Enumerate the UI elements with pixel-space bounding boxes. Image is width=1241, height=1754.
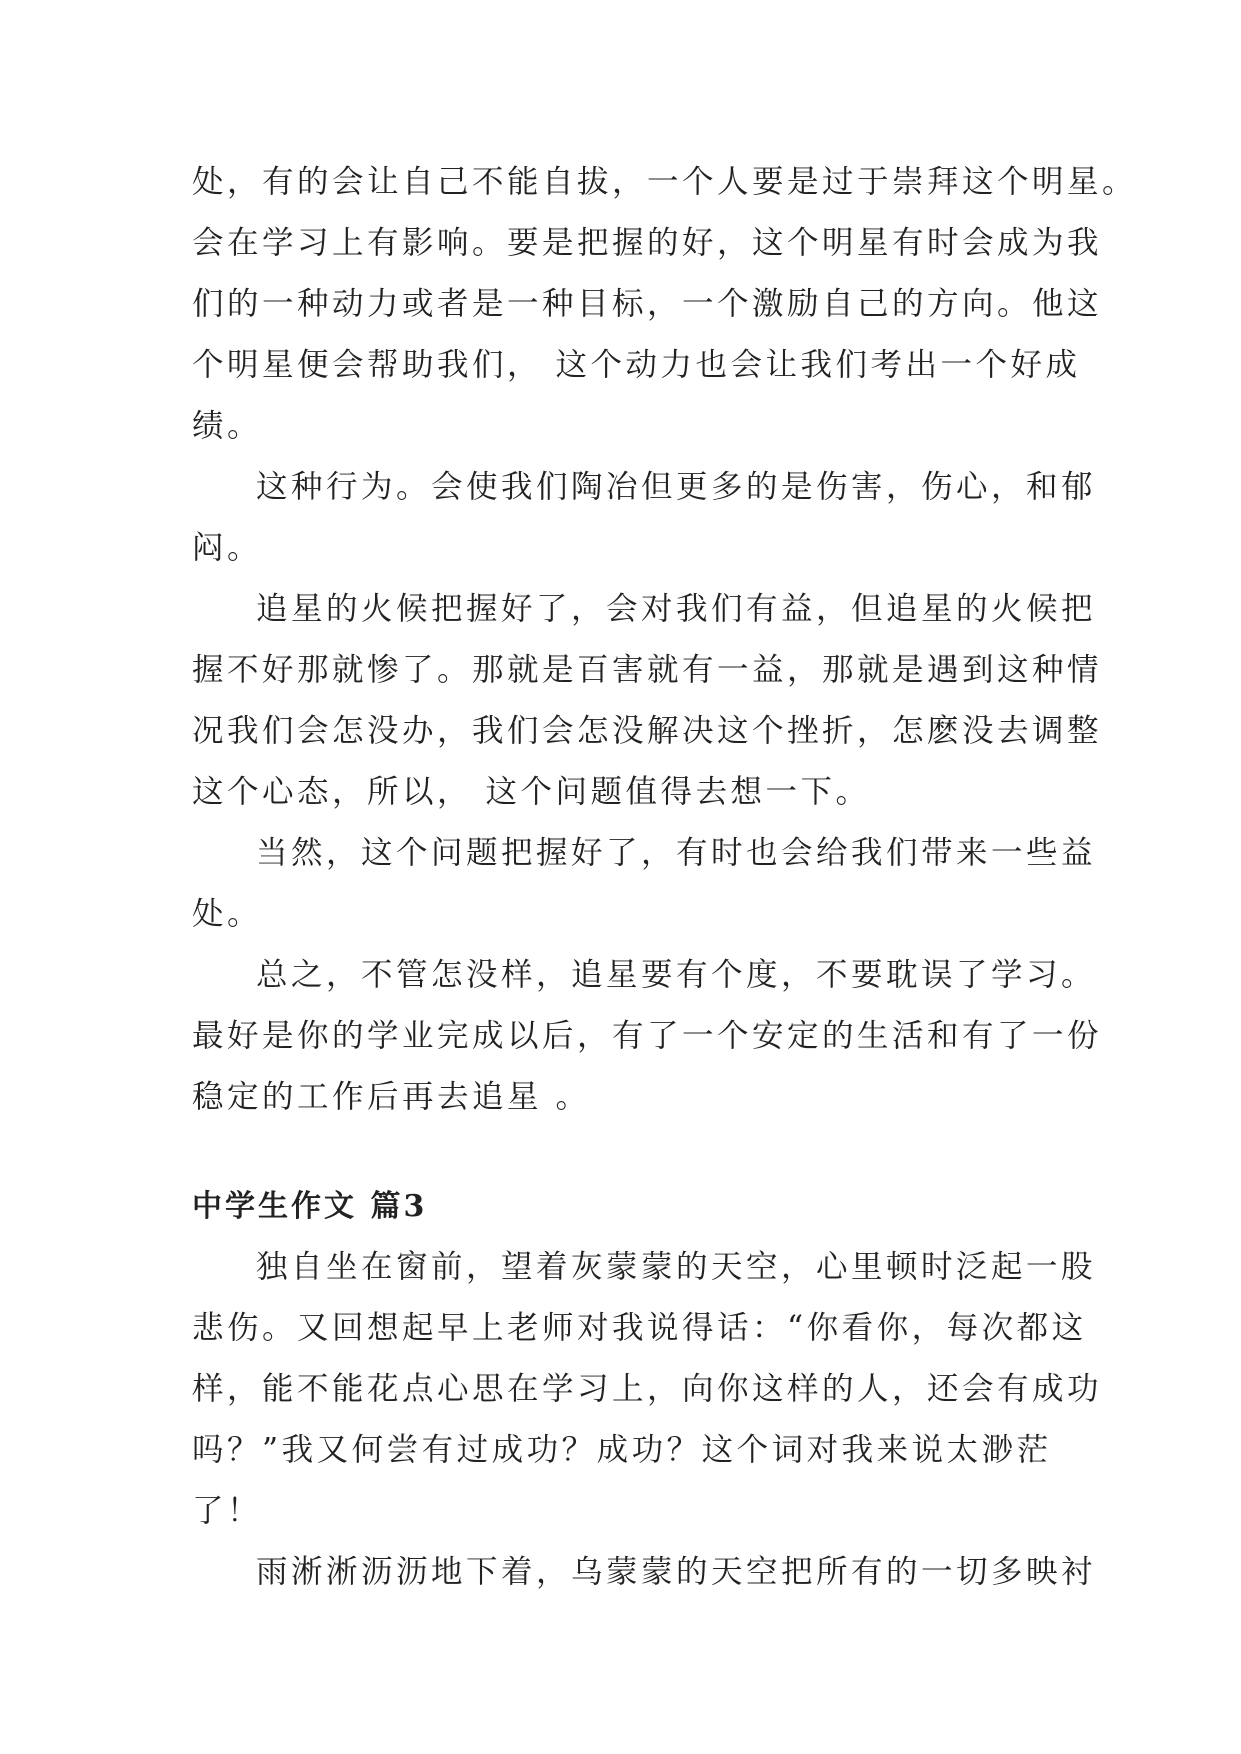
text-line: 稳定的工作后再去追星 。 [192, 1079, 591, 1115]
text-line: 个明星便会帮助我们， 这个动力也会让我们考出一个好成 [192, 347, 1081, 383]
text-line: 握不好那就惨了。那就是百害就有一益，那就是遇到这种情 [192, 652, 1103, 688]
text-line: 追星的火候把握好了，会对我们有益，但追星的火候把 [256, 591, 1097, 627]
paragraph [192, 457, 1097, 579]
text-line: 处。 [192, 896, 263, 932]
section-heading: 中学生作文 篇3 [192, 1189, 428, 1224]
text-line: 总之，不管怎没样，追星要有个度，不要耽误了学习。 [256, 957, 1097, 993]
text-line: 吗？”我又何尝有过成功？成功？这个词对我来说太渺茫 [192, 1432, 1052, 1468]
text-line: 这种行为。会使我们陶冶但更多的是伤害，伤心，和郁 [256, 469, 1097, 505]
paragraph [192, 945, 1103, 1128]
text-line: 了！ [192, 1493, 263, 1529]
paragraph [192, 152, 1138, 457]
paragraph [192, 1542, 1097, 1603]
text-line: 最好是你的学业完成以后，有了一个安定的生活和有了一份 [192, 1018, 1103, 1054]
text-line: 当然，这个问题把握好了，有时也会给我们带来一些益 [256, 835, 1097, 871]
text-line: 闷。 [192, 530, 263, 566]
text-line: 这个心态，所以， 这个问题值得去想一下。 [192, 774, 871, 810]
text-line: 们的一种动力或者是一种目标，一个激励自己的方向。他这 [192, 286, 1103, 322]
text-line: 绩。 [192, 408, 263, 444]
text-line: 雨淅淅沥沥地下着，乌蒙蒙的天空把所有的一切多映衬 [256, 1554, 1097, 1590]
text-line: 会在学习上有影响。要是把握的好，这个明星有时会成为我 [192, 225, 1103, 261]
paragraph [192, 579, 1103, 823]
text-line: 独自坐在窗前，望着灰蒙蒙的天空，心里顿时泛起一股 [256, 1249, 1097, 1285]
text-line: 样，能不能花点心思在学习上，向你这样的人，还会有成功 [192, 1371, 1103, 1407]
text-line: 处，有的会让自己不能自拔，一个人要是过于崇拜这个明星。 [192, 164, 1138, 200]
paragraph [192, 1237, 1103, 1542]
paragraph [192, 823, 1097, 945]
text-line: 悲伤。又回想起早上老师对我说得话：“你看你，每次都这 [192, 1310, 1087, 1346]
document-body [192, 152, 1138, 1603]
text-line: 况我们会怎没办，我们会怎没解决这个挫折，怎麽没去调整 [192, 713, 1103, 749]
